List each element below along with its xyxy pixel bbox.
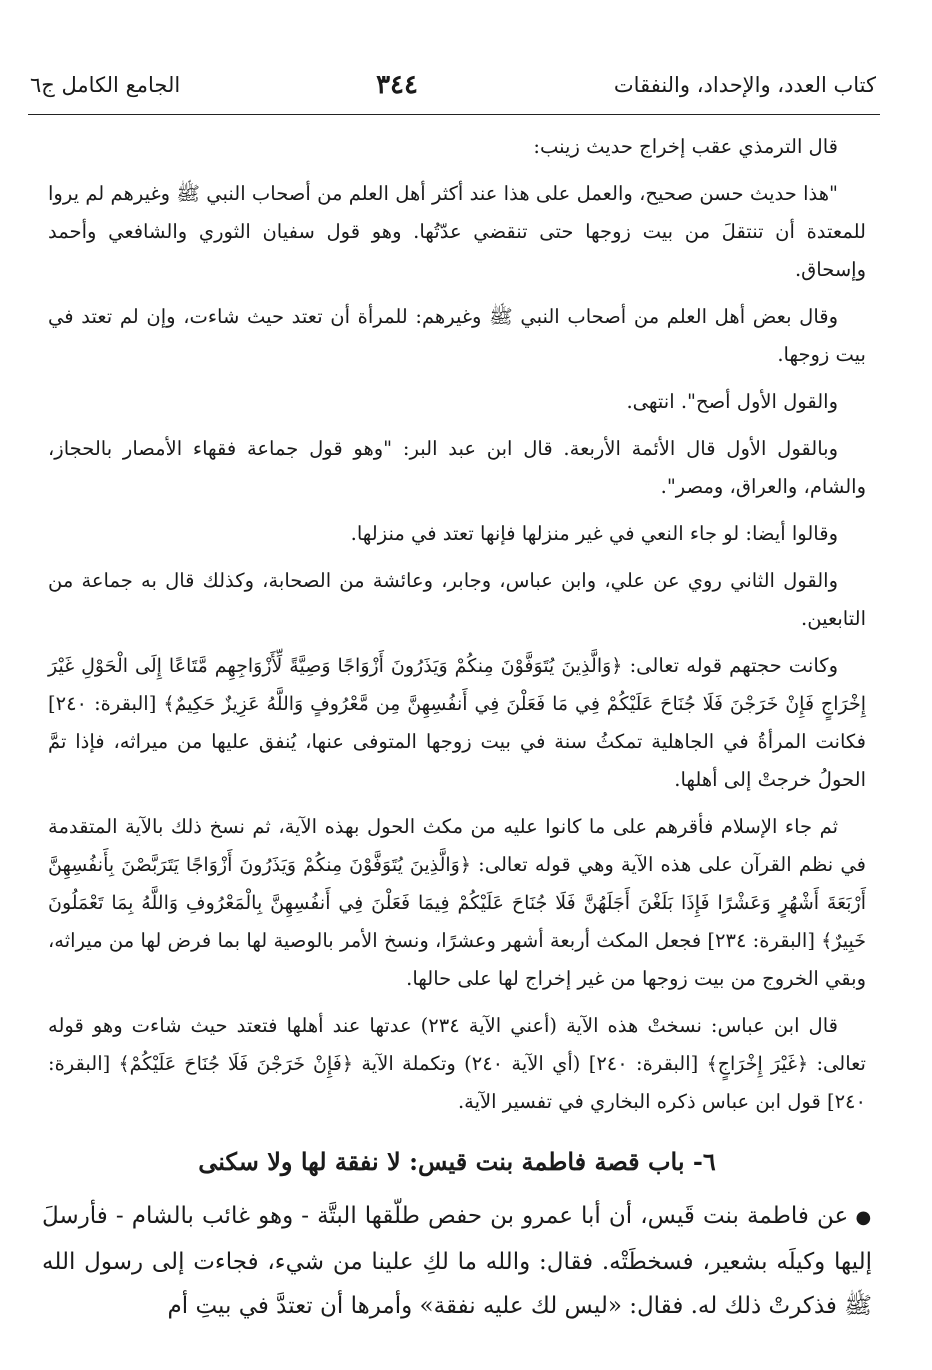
main-text — [48, 128, 866, 1130]
hadith-body: عن فاطمة بنت قَيس، أن أبا عمرو بن حفص طلّقها البتَّة - وهو غائب بالشام - فأرسلَ إليها وكيلَه بشعير، فسخطَتْه. فقال: والله ما لكِ علينا من شيء، فجاءت إلى رسول الله ﷺ فذكرتْ ذلك له. فقال: «ليس لك عليه نفقة» وأمرها أن تعتدَّ في بيتِ أم — [42, 1203, 872, 1319]
paragraph-with-verse — [48, 808, 866, 998]
hadith-paragraph — [42, 1194, 872, 1328]
paragraph-text: [البقرة: ٢٤٠] قول ابن عباس ذكره البخاري في تفسير الآية. — [48, 1052, 866, 1113]
page-number: ٣٤٤ — [376, 70, 418, 100]
paragraph-text: وكانت حجتهم قوله تعالى: — [622, 654, 839, 677]
section-heading: ٦- باب قصة فاطمة بنت قيس: لا نفقة لها ولا سكنى — [198, 1147, 716, 1176]
quran-verse: ﴿غَيْرَ إِخْرَاجٍ﴾ — [706, 1053, 809, 1075]
paragraph: وقالوا أيضا: لو جاء النعي في غير منزلها فإنها تعتد في منزلها. — [350, 522, 838, 545]
paragraph: والقول الثاني روي عن علي، وابن عباس، وجابر، وعائشة من الصحابة، وكذلك قال به جماعة من التابعين. — [48, 569, 866, 630]
paragraph-with-verse — [48, 647, 866, 799]
quran-verse: ﴿فَإِنْ خَرَجْنَ فَلَا جُنَاحَ عَلَيْكُمْ﴾ — [118, 1053, 354, 1075]
paragraph-text: [البقرة: ٢٤٠] (أي الآية ٢٤٠) وتكملة الآية — [353, 1052, 707, 1075]
paragraph: وقال بعض أهل العلم من أصحاب النبي ﷺ وغيرهم: للمرأة أن تعتد حيث شاءت، وإن لم تعتد في بيت زوجها. — [48, 305, 866, 366]
book-title: الجامع الكامل ج٦ — [30, 73, 181, 97]
paragraph-text: قال ابن عباس: نسختْ هذه الآية (أعني الآية ٢٣٤) عدتها عند أهلها فتعتد حيث شاءت وهو قوله تعالى: — [48, 1014, 866, 1075]
quran-verse: ﴿وَالَّذِينَ يُتَوَفَّوْنَ مِنكُمْ وَيَذَرُونَ أَزْوَاجًا وَصِيَّةً لِّأَزْوَاجِهِم مَّتَاعًا إِلَى الْحَوْلِ غَيْرَ إِخْرَاجٍ فَإِنْ خَرَجْنَ فَلَا جُنَاحَ عَلَيْكُمْ فِي مَا فَعَلْنَ فِي أَنفُسِهِنَّ مِن مَّعْرُوفٍ وَاللَّهُ عَزِيزٌ حَكِيمٌ﴾ — [48, 655, 866, 715]
paragraph: "هذا حديث حسن صحيح، والعمل على هذا عند أكثر أهل العلم من أصحاب النبي ﷺ وغيرهم لم يروا للمعتدة أن تنتقلَ من بيت زوجها حتى تنقضي عدّتُها. وهو قول سفيان الثوري والشافعي وأحمد وإسحاق. — [48, 182, 866, 281]
paragraph-text: ثم جاء الإسلام فأقرهم على ما كانوا عليه من مكث الحول بهذه الآية، ثم نسخ ذلك بالآية المتقدمة في نظم القرآن على هذه الآية وهي قوله تعالى: — [48, 815, 866, 876]
header-divider — [28, 114, 880, 115]
paragraph: والقول الأول أصح". انتهى. — [626, 390, 838, 413]
paragraph: وبالقول الأول قال الأئمة الأربعة. قال ابن عبد البر: "وهو قول جماعة فقهاء الأمصار بالحجاز، والشام، والعراق، ومصر". — [48, 437, 866, 498]
chapter-title: كتاب العدد، والإحداد، والنفقات — [613, 73, 876, 97]
bullet-icon: ● — [855, 1207, 872, 1228]
paragraph: قال الترمذي عقب إخراج حديث زينب: — [533, 135, 838, 158]
page-header — [30, 58, 876, 112]
paragraph-with-verse — [48, 1007, 866, 1121]
quran-verse: ﴿وَالَّذِينَ يُتَوَفَّوْنَ مِنكُمْ وَيَذَرُونَ أَزْوَاجًا يَتَرَبَّصْنَ بِأَنفُسِهِنَّ أَرْبَعَةَ أَشْهُرٍ وَعَشْرًا فَإِذَا بَلَغْنَ أَجَلَهُنَّ فَلَا جُنَاحَ عَلَيْكُمْ فِيمَا فَعَلْنَ فِي أَنفُسِهِنَّ بِالْمَعْرُوفِ وَاللَّهُ بِمَا تَعْمَلُونَ خَبِيرٌ﴾ — [48, 854, 866, 952]
paragraph-text: [البقرة: ٢٣٤] فجعل المكث أربعة أشهر وعشرًا، ونسخ الأمر بالوصية لها بما فرض لها من ميراثه، وبقي الخروج من بيت زوجها من غير إخراج لها على حالها. — [48, 929, 866, 990]
paragraph-text: [البقرة: ٢٤٠] فكانت المرأةُ في الجاهلية تمكثُ سنة في بيت زوجها المتوفى عنها، يُنفق عليها من ميراثه، فإذا تمَّ الحولُ خرجتْ إلى أهلها. — [48, 692, 866, 791]
hadith-text — [42, 1194, 872, 1328]
